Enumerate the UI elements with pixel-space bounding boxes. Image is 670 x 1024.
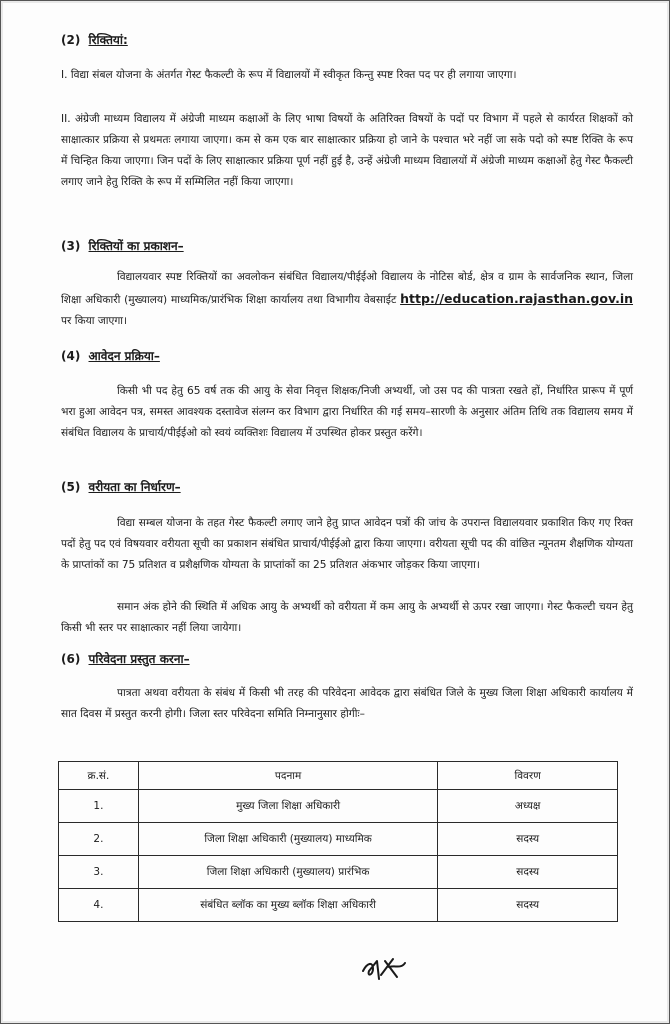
section-5-title: वरीयता का निर्धारण–: [88, 480, 181, 494]
cell-serial: 1.: [59, 790, 139, 823]
cell-role: सदस्य: [438, 823, 618, 856]
table-row: [59, 856, 618, 889]
section-6-text: पात्रता अथवा वरीयता के संबंध में किसी भी तरह की परिवेदना आवेदक द्वारा संबंधित जिले के मुख्य जिला शिक्षा अधिकारी कार्यालय में सात दिवस में प्रस्तुत करनी होगी। जिला स्तर परिवेदना समिति निम्नानुसार होगीः–: [61, 687, 633, 720]
section-6-title: परिवेदना प्रस्तुत करना–: [88, 652, 190, 666]
section-3-text: विद्यालयवार स्पष्ट रिक्तियों का अवलोकन संबंधित विद्यालय/पीईईओ विद्यालय के नोटिस बोर्ड, क्षेत्र व ग्राम के सार्वजनिक स्थान, जिला शिक्षा अधिकारी (मुख्यालय) माध्यमिक/प्रारंभिक शिक्षा कार्यालय तथा विभागीय वेबसाईट: [61, 271, 633, 306]
header-serial: क्र.सं.: [59, 762, 139, 790]
cell-role: सदस्य: [438, 889, 618, 922]
section-2-number: (2): [61, 33, 81, 47]
header-designation: पदनाम: [138, 762, 437, 790]
table-row: [59, 790, 618, 823]
section-6-number: (6): [61, 652, 81, 666]
section-3-title: रिक्तियों का प्रकाशन–: [88, 239, 184, 253]
section-4-title: आवेदन प्रक्रिया–: [88, 349, 160, 363]
section-3-heading: [61, 237, 184, 254]
section-4-number: (4): [61, 349, 81, 363]
section-5-paragraph-2: [61, 597, 633, 639]
section-4-paragraph: [61, 381, 633, 444]
section-2-heading: [61, 31, 128, 48]
item-1-marker: I.: [61, 69, 68, 81]
section-4-text: किसी भी पद हेतु 65 वर्ष तक की आयु के सेवा निवृत्त शिक्षक/निजी अभ्यर्थी, जो उस पद की पात्रता रखते हों, निर्धारित प्रारूप में पूर्ण भरा हुआ आवेदन पत्र, समस्त आवश्यक दस्तावेज संलग्न कर विभाग द्वारा निर्धारित की गई समय–सारणी के अनुसार अंतिम तिथि तक विद्यालय समय में संबंधित विद्यालय के प्राचार्य/पीईईओ को स्वयं व्यक्तिशः विद्यालय में उपस्थित होकर प्रस्तुत करेंगे।: [61, 385, 633, 439]
section-2-title: रिक्तियां:: [88, 33, 128, 47]
section-5-number: (5): [61, 480, 81, 494]
section-6-paragraph: [61, 683, 633, 725]
handwritten-signature-icon: [359, 949, 409, 989]
section-3-text-end: पर किया जाएगा।: [61, 315, 128, 327]
section-3-paragraph: [61, 267, 633, 332]
item-2-text: अंग्रेजी माध्यम विद्यालय में अंग्रेजी माध्यम कक्षाओं के लिए भाषा विषयों के अतिरिक्त विषयों के पदों पर विभाग में पहले से कार्यरत शिक्षकों को साक्षात्कार प्रक्रिया से प्रथमतः लगाया जाएगा। कम से कम एक बार साक्षात्कार प्रक्रिया हो जाने के पश्चात भरे नहीं जा सके पदो को स्पष्ट रिक्ति के रूप में चिन्हित किया जाएगा। जिन पदों के लिए साक्षात्कार प्रक्रिया पूर्ण नहीं हुई है, उन्हें अंग्रेजी माध्यम विद्यालयों में अंग्रेजी माध्यम कक्षाओं हेतु गेस्ट फैकल्टी लगाए जाने हेतु रिक्ति के रूप में सम्मिलित नहीं किया जाएगा।: [61, 113, 633, 188]
section-5-heading: [61, 478, 181, 495]
table-header-row: [59, 762, 618, 790]
section-5-text-2: समान अंक होने की स्थिति में अधिक आयु के अभ्यर्थी को वरीयता में कम आयु के अभ्यर्थी से ऊपर रखा जाएगा। गेस्ट फैकल्टी चयन हेतु किसी भी स्तर पर साक्षात्कार नहीं लिया जायेगा।: [61, 601, 633, 634]
section-4-heading: [61, 347, 160, 364]
table-row: [59, 823, 618, 856]
cell-designation: जिला शिक्षा अधिकारी (मुख्यालय) माध्यमिक: [138, 823, 437, 856]
committee-table: [58, 761, 618, 922]
cell-designation: जिला शिक्षा अधिकारी (मुख्यालय) प्रारंभिक: [138, 856, 437, 889]
section-2-item-2: [61, 109, 633, 193]
item-2-marker: II.: [61, 113, 71, 125]
table-row: [59, 889, 618, 922]
cell-role: अध्यक्ष: [438, 790, 618, 823]
cell-designation: मुख्य जिला शिक्षा अधिकारी: [138, 790, 437, 823]
section-5-text-1: विद्या सम्बल योजना के तहत गेस्ट फैकल्टी लगाए जाने हेतु प्राप्त आवेदन पत्रों की जांच के उपरान्त विद्यालयवार प्रकाशित किए गए रिक्त पदों हेतु पद एवं विषयवार वरीयता सूची का प्रकाशन संबंधित प्राचार्य/पीईईओ द्वारा किया जाएगा। वरीयता सूची पद की वांछित न्यूनतम शैक्षणिक योग्यता के प्राप्तांकों का 75 प्रतिशत व प्रशैक्षणिक योग्यता के प्राप्तांकों का 25 प्रतिशत अंकभार जोड़कर किया जाएगा।: [61, 517, 633, 571]
section-5-paragraph-1: [61, 513, 633, 576]
section-6-heading: [61, 650, 190, 667]
cell-serial: 4.: [59, 889, 139, 922]
section-2-item-1: [61, 65, 633, 86]
cell-serial: 2.: [59, 823, 139, 856]
cell-serial: 3.: [59, 856, 139, 889]
header-role: विवरण: [438, 762, 618, 790]
item-1-text: विद्या संबल योजना के अंतर्गत गेस्ट फैकल्टी के रूप में विद्यालयों में स्वीकृत किन्तु स्पष्ट रिक्त पद पर ही लगाया जाएगा।: [70, 69, 517, 81]
section-3-number: (3): [61, 239, 81, 253]
website-link[interactable]: http://education.rajasthan.gov.in: [400, 291, 634, 306]
cell-role: सदस्य: [438, 856, 618, 889]
cell-designation: संबंधित ब्लॉक का मुख्य ब्लॉक शिक्षा अधिकारी: [138, 889, 437, 922]
